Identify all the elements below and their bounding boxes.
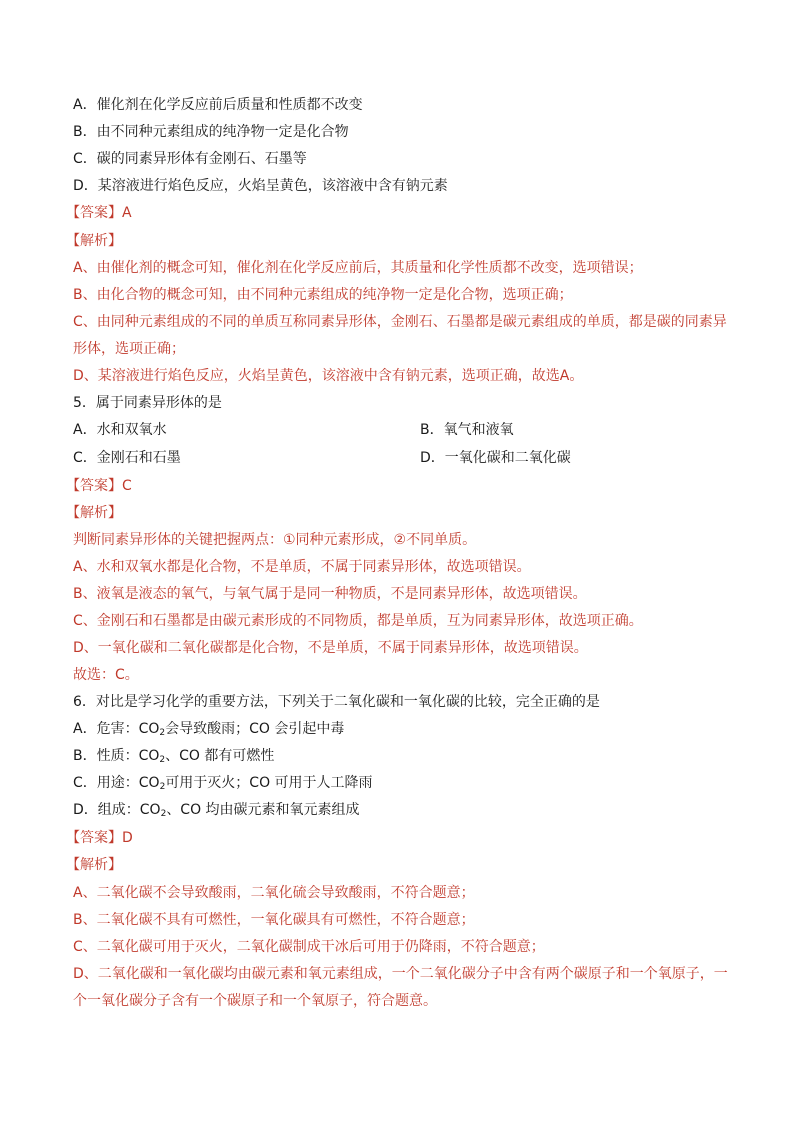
q4-analysis-c-cont: 形体，选项正确； — [73, 341, 185, 357]
answer-tag: 【答案】 — [66, 830, 122, 846]
q5-analysis-c: C、金刚石和石墨都是由碳元素形成的不同物质，都是单质，互为同素异形体，故选项正确。 — [73, 613, 643, 629]
q5-option-d: D．一氧化碳和二氧化碳 — [420, 450, 571, 466]
q4-option-d: D．某溶液进行焰色反应，火焰呈黄色，该溶液中含有钠元素 — [73, 178, 448, 194]
q5-answer — [66, 476, 132, 496]
q6-analysis-c: C、二氧化碳可用于灭火，二氧化碳制成干冰后可用于仍降雨，不符合题意； — [73, 939, 545, 955]
q5-analysis-b: B、液氧是液态的氧气，与氧气属于是同一种物质，不是同素异形体，故选项错误。 — [73, 586, 587, 602]
q6-option-d: D．组成：$CO_2$、CO 均由碳元素和氧元素组成 — [73, 802, 360, 819]
q4-option-a: A．催化剂在化学反应前后质量和性质都不改变 — [73, 97, 363, 113]
q6-option-c: C．用途：$CO_2$可用于灭火；CO 可用于人工降雨 — [73, 775, 373, 792]
answer-value: A — [122, 205, 132, 221]
answer-value: C — [122, 478, 132, 494]
q6-answer — [66, 828, 133, 848]
q5-question: 5．属于同素异形体的是 — [73, 395, 222, 411]
answer-tag: 【答案】 — [66, 478, 122, 494]
q4-answer — [66, 203, 132, 223]
q5-options-row-1 — [73, 420, 723, 440]
q6-analysis-d: D、二氧化碳和一氧化碳均由碳元素和氧元素组成，一个二氧化碳分子中含有两个碳原子和一个氧原子，一 — [73, 966, 728, 982]
answer-tag: 【答案】 — [66, 205, 122, 221]
q6-analysis-b: B、二氧化碳不具有可燃性，一氧化碳具有可燃性，不符合题意； — [73, 912, 475, 928]
q5-analysis-a: A、水和双氧水都是化合物，不是单质，不属于同素异形体，故选项错误。 — [73, 559, 531, 575]
q6-analysis-a: A、二氧化碳不会导致酸雨，二氧化硫会导致酸雨，不符合题意； — [73, 885, 475, 901]
q5-option-c: C．金刚石和石墨 — [73, 450, 181, 466]
q5-conclusion: 故选：C。 — [73, 667, 139, 683]
q4-option-b: B．由不同种元素组成的纯净物一定是化合物 — [73, 124, 349, 140]
q5-analysis-d: D、一氧化碳和二氧化碳都是化合物，不是单质，不属于同素异形体，故选项错误。 — [73, 640, 588, 656]
q4-analysis-tag: 【解析】 — [66, 233, 122, 249]
q4-analysis-d: D、某溶液进行焰色反应，火焰呈黄色，该溶液中含有钠元素，选项正确，故选A。 — [73, 368, 584, 384]
q4-analysis-b: B、由化合物的概念可知，由不同种元素组成的纯净物一定是化合物，选项正确； — [73, 287, 573, 303]
q6-question: 6．对比是学习化学的重要方法，下列关于二氧化碳和一氧化碳的比较，完全正确的是 — [73, 694, 600, 710]
q4-analysis-a: A、由催化剂的概念可知，催化剂在化学反应前后，其质量和化学性质都不改变，选项错误； — [73, 260, 643, 276]
q4-option-c: C．碳的同素异形体有金刚石、石墨等 — [73, 151, 307, 167]
q5-option-b: B．氧气和液氧 — [420, 422, 514, 438]
q6-analysis-d-cont: 个一氧化碳分子含有一个碳原子和一个氧原子，符合题意。 — [73, 993, 437, 1009]
q5-analysis-tag: 【解析】 — [66, 505, 122, 521]
q6-analysis-tag: 【解析】 — [66, 857, 122, 873]
q4-analysis-c: C、由同种元素组成的不同的单质互称同素异形体，金刚石、石墨都是碳元素组成的单质，都是碳的同素异 — [73, 314, 727, 330]
q5-analysis-intro: 判断同素异形体的关键把握两点：①同种元素形成，②不同单质。 — [73, 532, 477, 548]
q6-option-b: B．性质：$CO_2$、CO 都有可燃性 — [73, 748, 275, 765]
q5-options-row-2 — [73, 448, 723, 468]
q5-option-a: A．水和双氧水 — [73, 422, 167, 438]
answer-value: D — [122, 830, 133, 846]
q6-option-a: A．危害：$CO_2$会导致酸雨；CO 会引起中毒 — [73, 721, 345, 738]
